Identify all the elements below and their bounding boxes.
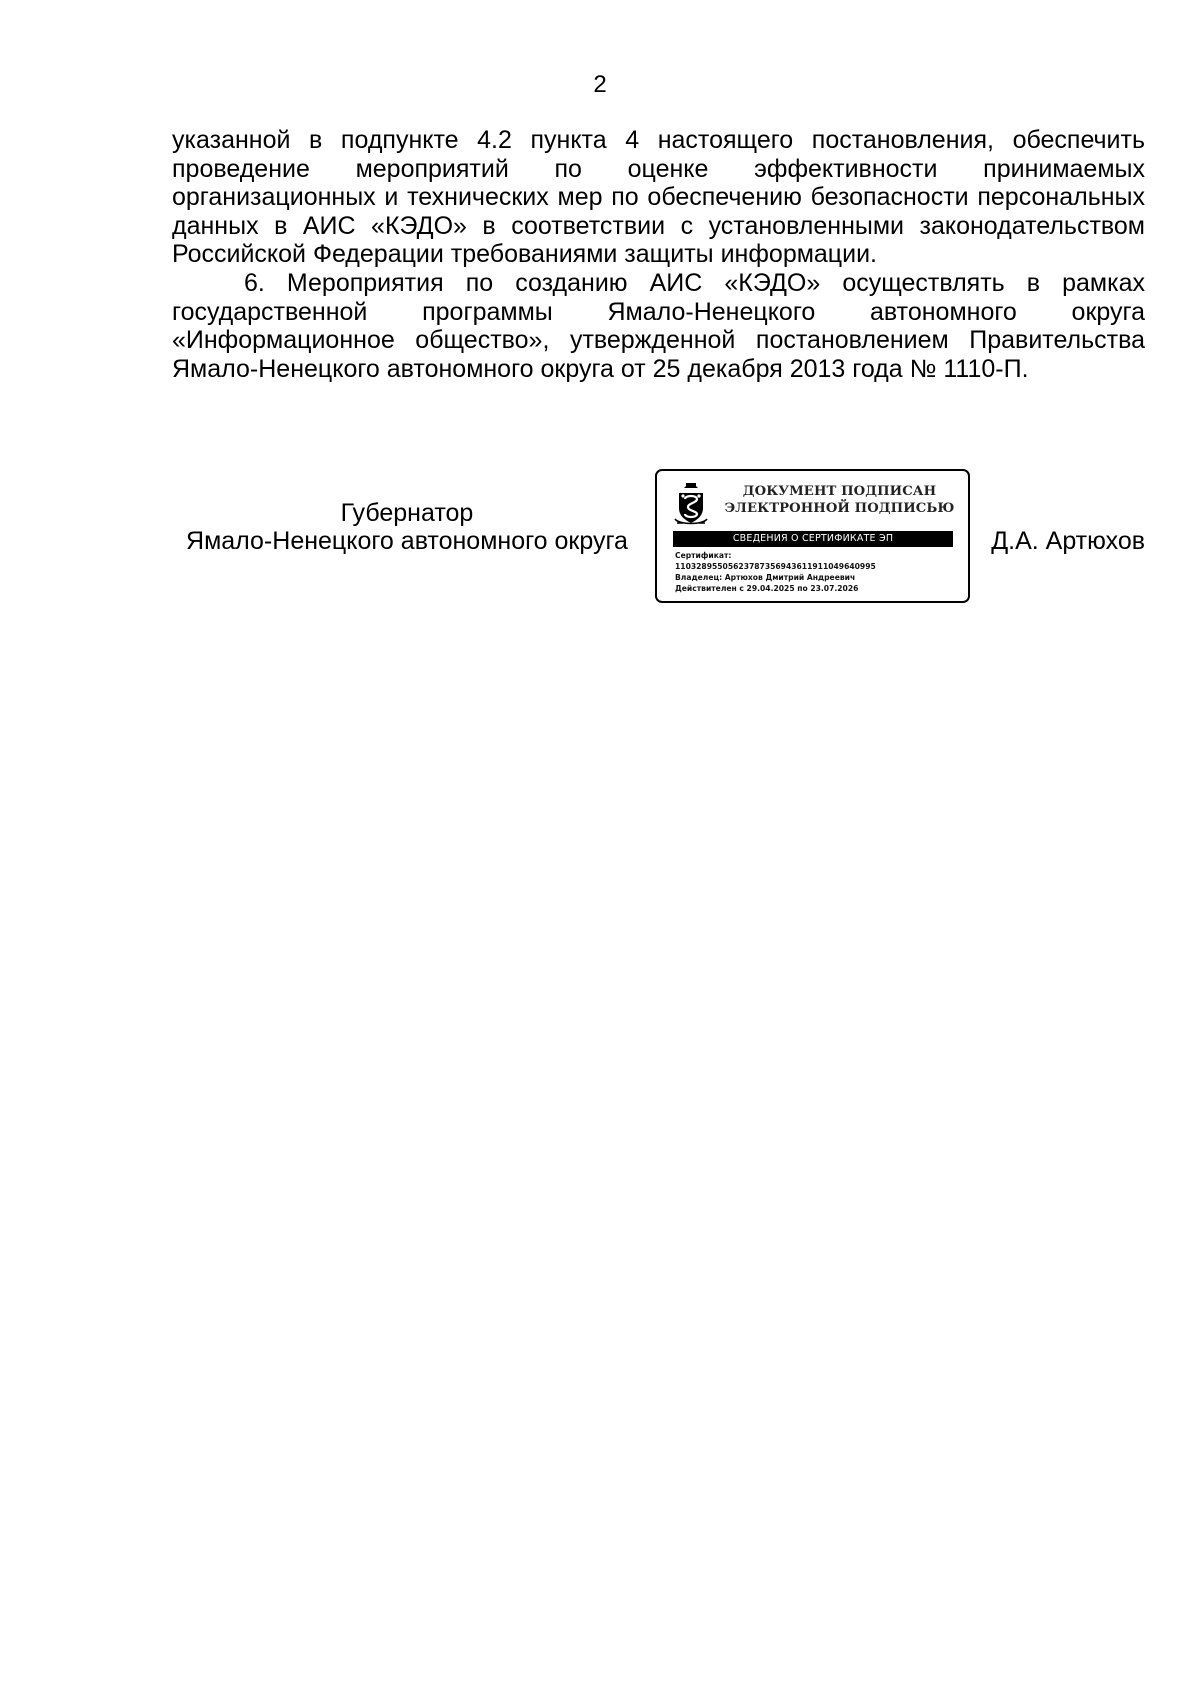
- electronic-signature-stamp: [655, 469, 970, 603]
- stamp-title-line1: ДОКУМЕНТ ПОДПИСАН: [742, 484, 937, 499]
- signatory-position-line1: Губернатор: [340, 499, 474, 527]
- stamp-title: [717, 483, 962, 517]
- coat-of-arms-icon: [671, 481, 711, 527]
- page-number: 2: [593, 71, 607, 98]
- certificate-number: 11032895505623787356943611911049640995: [675, 562, 876, 571]
- certificate-label: Сертификат:: [675, 551, 732, 560]
- signatory-name: Д.А. Артюхов: [991, 527, 1145, 555]
- paragraph-item-6: 6. Мероприятия по созданию АИС «КЭДО» осуществлять в рамках государственной программы Ямало-Ненецкого автономного округа «Информационное общество», утвержденной постановлением Правительства Ямало-Ненецкого автономного округа от 25 декабря 2013 года № 1110-П.: [172, 268, 1145, 383]
- signatory-position: [172, 499, 642, 555]
- certificate-validity: Действителен с 29.04.2025 по 23.07.2026: [675, 584, 859, 593]
- signatory-position-line2: Ямало-Ненецкого автономного округа: [186, 527, 628, 555]
- document-body: [172, 126, 1145, 383]
- paragraph-continuation: указанной в подпункте 4.2 пункта 4 настоящего постановления, обеспечить проведение мероприятий по оценке эффективности принимаемых организационных и технических мер по обеспечению безопасности персональных данных в АИС «КЭДО» в соответствии с установленными законодательством Российской Федерации требованиями защиты информации.: [172, 126, 1145, 269]
- stamp-title-line2: ЭЛЕКТРОННОЙ ПОДПИСЬЮ: [724, 501, 955, 516]
- certificate-info-bar: СВЕДЕНИЯ О СЕРТИФИКАТЕ ЭП: [673, 531, 953, 547]
- certificate-details: [675, 550, 960, 594]
- certificate-owner: Владелец: Артюхов Дмитрий Андреевич: [675, 573, 856, 582]
